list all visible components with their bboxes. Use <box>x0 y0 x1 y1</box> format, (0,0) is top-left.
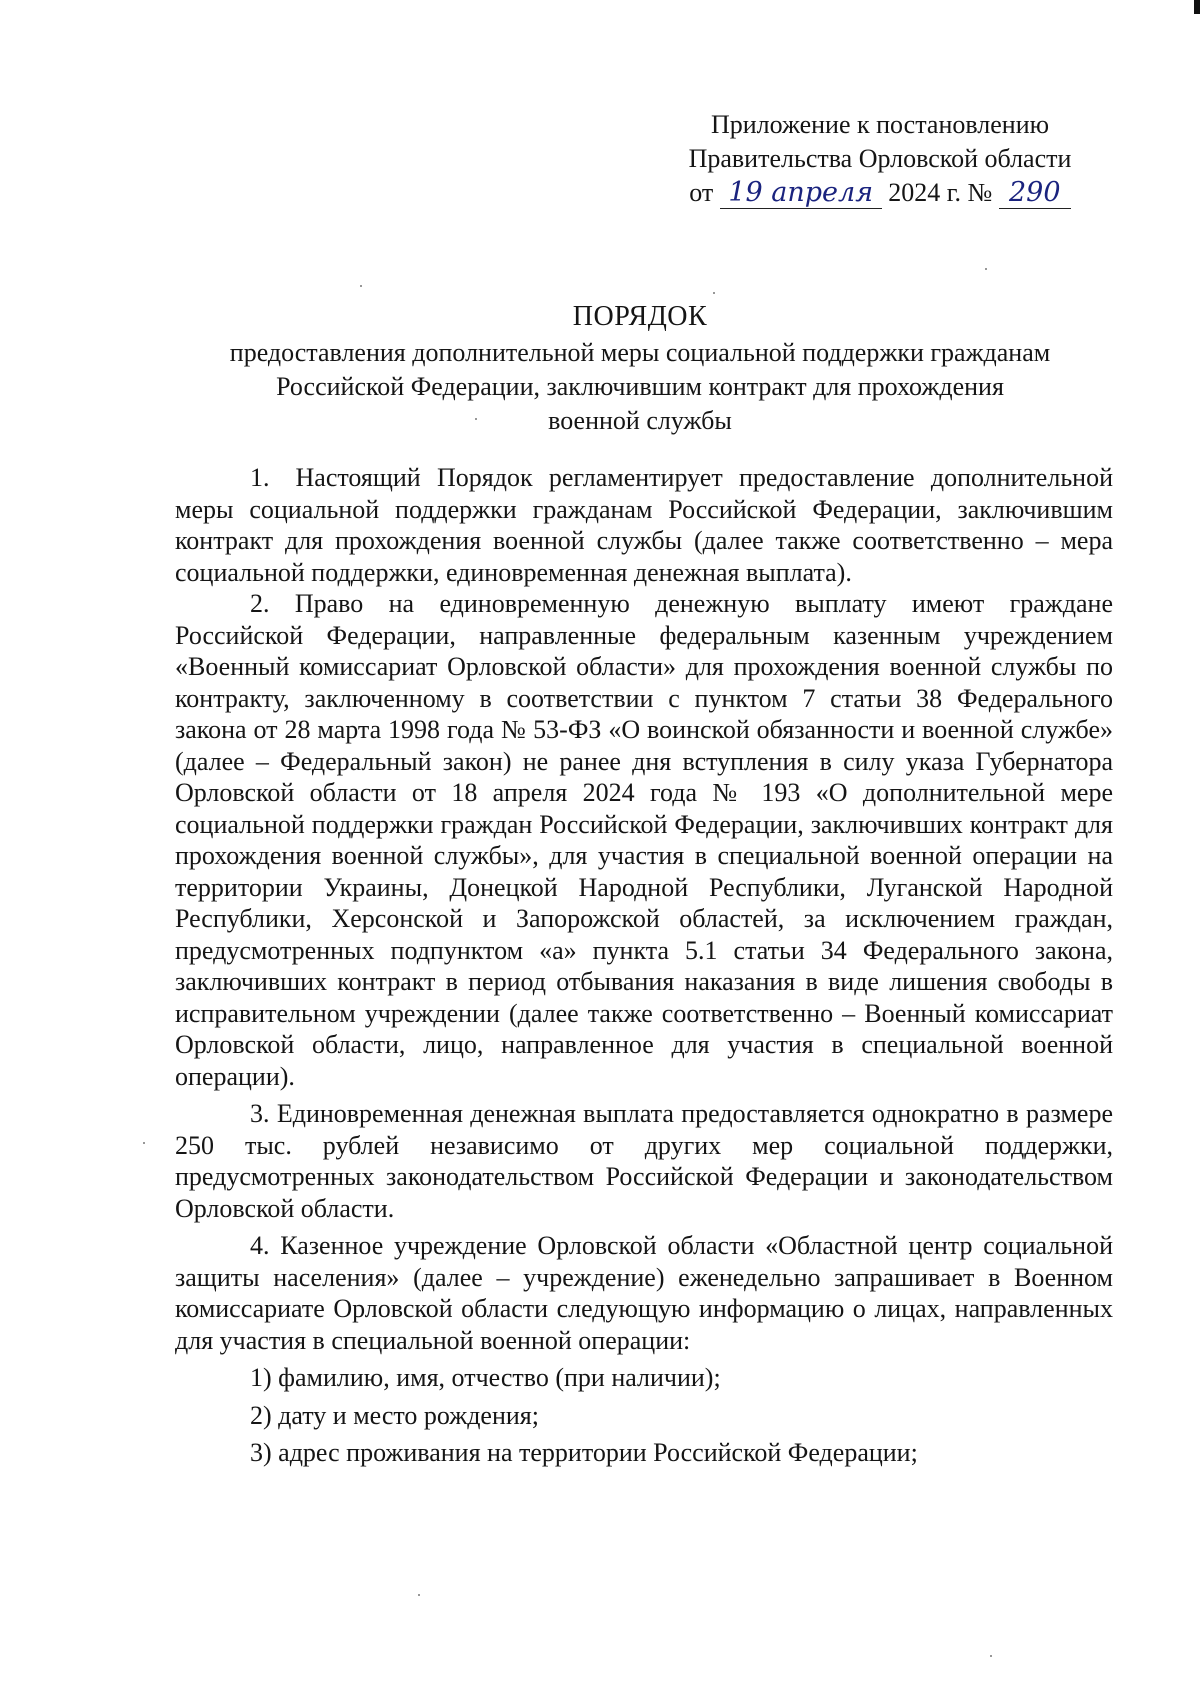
scan-speck <box>990 1655 992 1657</box>
scan-speck <box>418 1594 420 1596</box>
year-and-number-label: 2024 г. № <box>888 178 993 207</box>
list-item-3: 3) адрес проживания на территории Российской Федерации; <box>250 1438 918 1467</box>
date-prefix: от <box>689 178 714 207</box>
appendix-line-2: Правительства Орловской области <box>688 144 1072 173</box>
scan-speck <box>475 418 477 420</box>
title-subtitle-line-3: военной службы <box>548 406 732 435</box>
paragraph-4: 4. Казенное учреждение Орловской области «Областной центр социальной защиты населения» (далее – учреждение) еженедельно запрашивает в Военном комиссариате Орловской области следующую информацию о лицах, направленных для участия в специальной военной операции: <box>175 1231 1113 1355</box>
list-item-1: 1) фамилию, имя, отчество (при наличии); <box>250 1363 721 1392</box>
scan-speck <box>360 285 362 287</box>
scan-speck <box>143 1142 145 1144</box>
appendix-line-1: Приложение к постановлению <box>710 110 1050 139</box>
title-heading: ПОРЯДОК <box>572 301 708 332</box>
document-title <box>170 300 1110 438</box>
title-subtitle-line-1: предоставления дополнительной меры социальной поддержки гражданам <box>229 338 1051 367</box>
appendix-header <box>650 108 1110 210</box>
handwritten-number: 290 <box>999 178 1071 209</box>
paragraph-2: 2. Право на единовременную денежную выплату имеют граждане Российской Федерации, направленные федеральным казенным учреждением «Военный комиссариат Орловской области» для прохождения военной службы по контракту, заключенному в соответствии с пунктом 7 статьи 38 Федерального закона от 28 марта 1998 года № 53-ФЗ «О воинской обязанности и военной службе» (далее – Федеральный закон) не ранее дня вступления в силу указа Губернатора Орловской области от 18 апреля 2024 года № 193 «О дополнительной мере социальной поддержки граждан Российской Федерации, заключивших контракт для прохождения военной службы», для участия в специальной военной операции на территории Украины, Донецкой Народной Республики, Луганской Народной Республики, Херсонской и Запорожской областей, за исключением граждан, предусмотренных подпунктом «а» пункта 5.1 статьи 34 Федерального закона, заключивших контракт в период отбывания наказания в виде лишения свободы в исправительном учреждении (далее также соответственно – Военный комиссариат Орловской области, лицо, направленное для участия в специальной военной операции). <box>175 589 1113 1091</box>
scan-speck <box>713 292 715 294</box>
handwritten-date: 19 апреля <box>720 178 882 209</box>
scan-edge-mark <box>1194 0 1200 14</box>
paragraph-3: 3. Единовременная денежная выплата предоставляется однократно в размере 250 тыс. рублей независимо от других мер социальной поддержки, предусмотренных законодательством Российской Федерации и законодательством Орловской области. <box>175 1099 1113 1223</box>
paragraph-1: 1. Настоящий Порядок регламентирует предоставление дополнительной меры социальной поддержки гражданам Российской Федерации, заключившим контракт для прохождения военной службы (далее также соответственно – мера социальной поддержки, единовременная денежная выплата). <box>175 463 1113 587</box>
scan-speck <box>985 268 987 270</box>
list-item-2: 2) дату и место рождения; <box>250 1400 539 1430</box>
appendix-line-3 <box>650 176 1110 210</box>
title-subtitle-line-2: Российской Федерации, заключившим контракт для прохождения <box>276 372 1004 401</box>
document-body <box>175 462 1113 1469</box>
